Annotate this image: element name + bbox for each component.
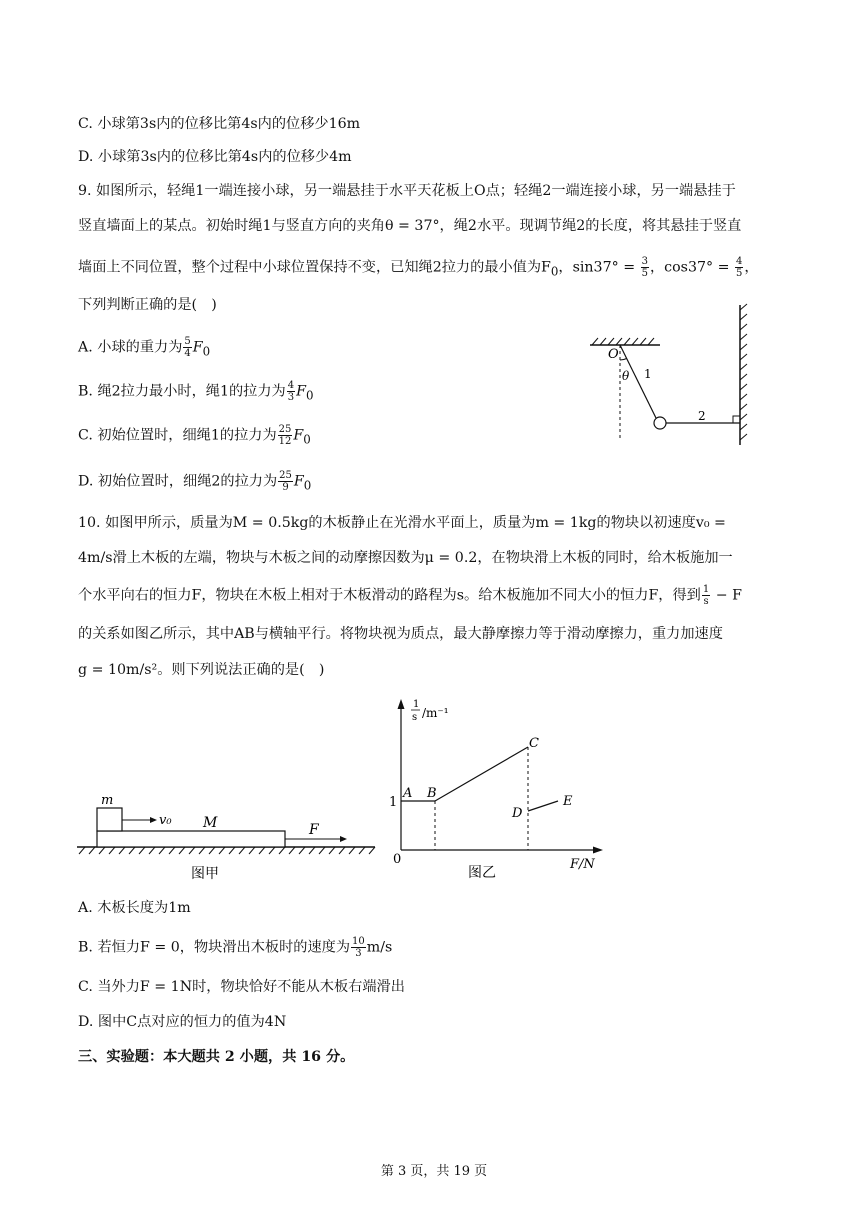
q9-stem-line1: 9. 如图所示，轻绳1一端连接小球，另一端悬挂于水平天花板上O点；轻绳2一端连接小球，另一端悬挂于 [78, 183, 736, 199]
label-one: 1 [389, 795, 398, 810]
ylabel-den: s [412, 712, 418, 723]
q9-stem-line3: 墙面上不同位置，整个过程中小球位置保持不变，已知绳2拉力的最小值为$F_0$，sin37° = $\frac{3}{5}$ ，cos37° = $\frac{4}{5}$ ， [78, 256, 759, 279]
segment-bc [435, 747, 528, 801]
label-rope2: 2 [698, 409, 706, 423]
q10-stem-line3: 个水平向右的恒力F，物块在木板上相对于木板滑动的路程为s。给木板施加不同大小的恒力F，得到 $\frac{1}{s}$ − F [78, 584, 742, 607]
q9-figure [580, 300, 760, 450]
block [97, 808, 122, 831]
label-m: m [101, 793, 114, 808]
caption-yi: 图乙 [468, 865, 496, 881]
q10-stem-line5: g = 10m/s²。则下列说法正确的是( ) [78, 662, 325, 678]
label-c: C [529, 736, 539, 751]
q10-option-d: D. 图中C点对应的恒力的值为4N [78, 1014, 287, 1030]
label-f: F [309, 822, 319, 838]
q9-stem-line2: 竖直墙面上的某点。初始时绳1与竖直方向的夹角θ = 37°，绳2水平。现调节绳2的长度，将其悬挂于竖直 [78, 218, 742, 234]
q8-option-c: C. 小球第3s内的位移比第4s内的位移少16m [78, 116, 361, 132]
q10-option-c: C. 当外力F = 1N时，物块恰好不能从木板右端滑出 [78, 979, 405, 995]
ylabel-unit: /m⁻¹ [422, 706, 449, 720]
segment-de [528, 801, 558, 811]
board [97, 831, 285, 847]
label-theta: θ [622, 369, 630, 383]
label-xaxis: F/N [570, 857, 595, 872]
label-d: D [512, 806, 523, 821]
q9-option-c: C. 初始位置时，细绳1的拉力为 $\frac{25}{12}$ $F_0$ [78, 424, 311, 447]
q10-figure-yi [380, 695, 610, 890]
label-v0: v₀ [159, 813, 172, 828]
ylabel-num: 1 [413, 699, 420, 710]
label-o: O [608, 347, 619, 362]
ball [654, 417, 666, 429]
q10-option-b: B. 若恒力F = 0，物块滑出木板时的速度为 $\frac{10}{3}$ m/s [78, 936, 393, 959]
q9-stem-line4: 下列判断正确的是( ) [78, 297, 217, 313]
q9-option-d: D. 初始位置时，细绳2的拉力为 $\frac{25}{9}$ $F_0$ [78, 470, 312, 493]
q8-option-d: D. 小球第3s内的位移比第4s内的位移少4m [78, 149, 352, 165]
label-zero: 0 [393, 852, 402, 867]
q9-option-b: B. 绳2拉力最小时，绳1的拉力为 $\frac{4}{3}$ $F_0$ [78, 380, 314, 403]
caption-jia: 图甲 [191, 866, 219, 882]
label-big-m: M [203, 815, 218, 831]
q10-option-a: A. 木板长度为1m [78, 900, 191, 916]
label-b: B [427, 786, 437, 801]
section-3-heading: 三、实验题：本大题共 2 小题，共 16 分。 [78, 1049, 355, 1065]
q10-stem-line1: 10. 如图甲所示，质量为M = 0.5kg的木板静止在光滑水平面上，质量为m = 1kg的物块以初速度v₀ = [78, 515, 726, 531]
label-rope1: 1 [644, 367, 652, 381]
label-a: A [403, 786, 413, 801]
q10-stem-line2: 4m/s滑上木板的左端，物块与木板之间的动摩擦因数为μ = 0.2，在物块滑上木板的同时，给木板施加一 [78, 550, 733, 566]
page-footer: 第 3 页，共 19 页 [380, 1164, 488, 1179]
q9-option-a: A. 小球的重力为 $\frac{5}{4}$ $F_0$ [78, 336, 211, 359]
label-e: E [563, 794, 573, 809]
q10-figure-jia [75, 790, 380, 885]
q10-stem-line4: 的关系如图乙所示，其中AB与横轴平行。将物块视为质点，最大静摩擦力等于滑动摩擦力，重力加速度 [78, 626, 723, 642]
